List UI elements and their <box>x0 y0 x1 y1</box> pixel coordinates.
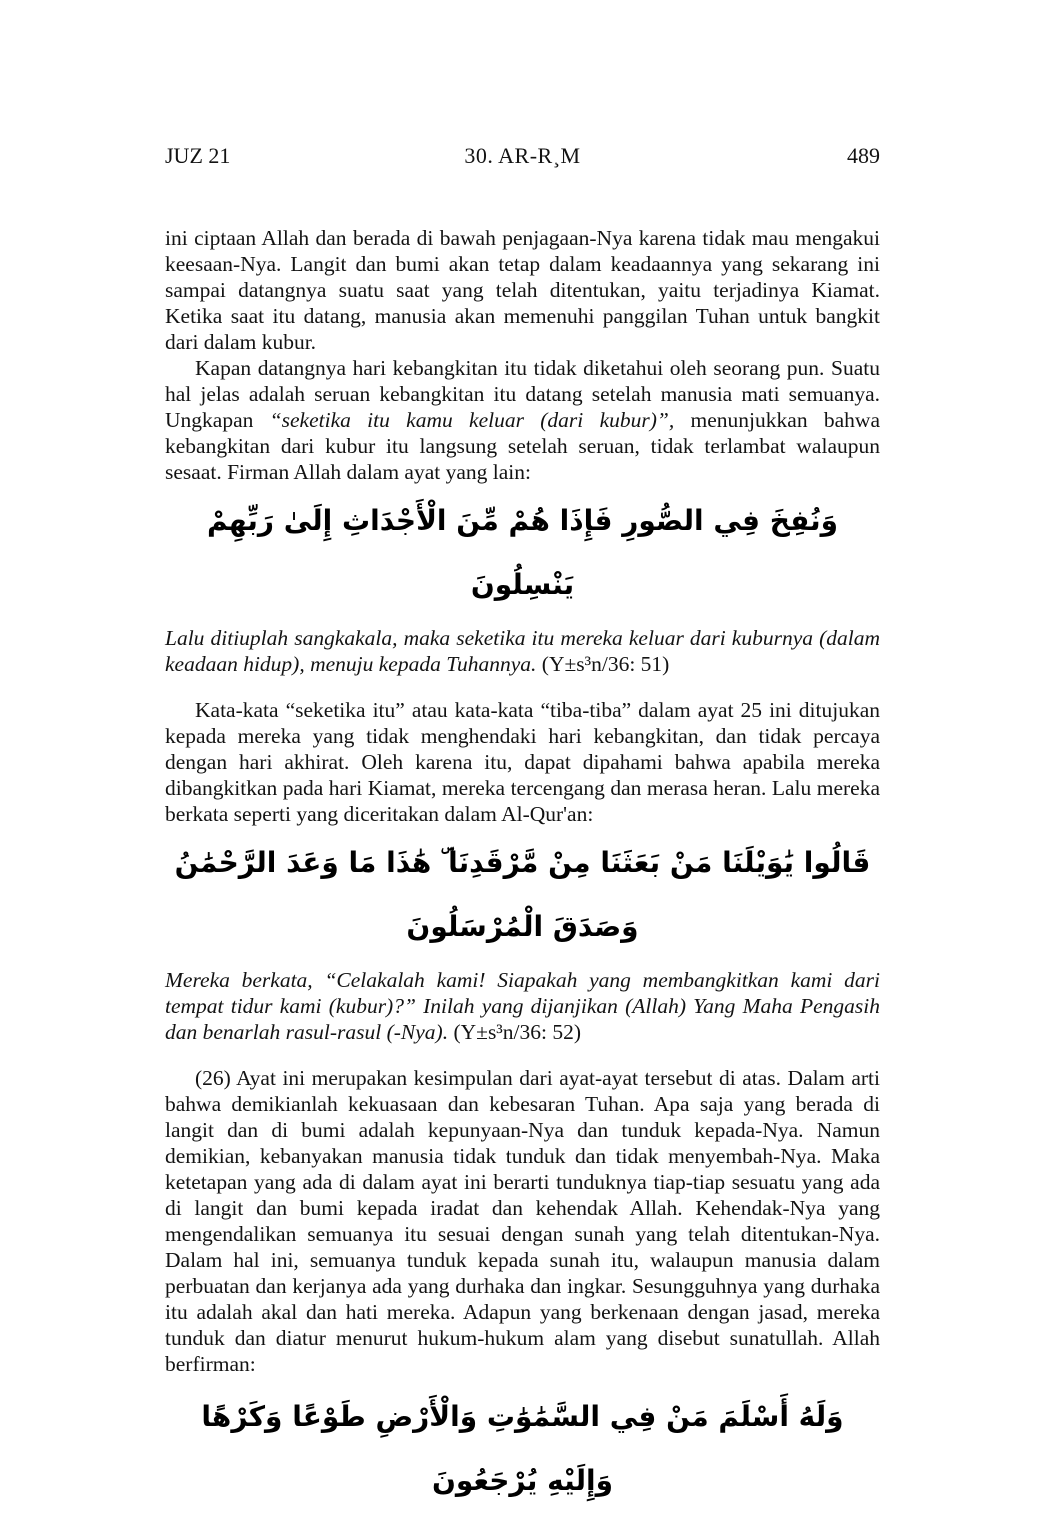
translation-1-text: Lalu ditiuplah sangkakala, maka seketika itu mereka keluar dari kuburnya (dalam keadaan hidup), menuju kepada Tuhannya. <box>165 626 880 676</box>
arabic-verse-ali-imran-83: وَلَهُ أَسْلَمَ مَنْ فِي السَّمَٰوَٰتِ وَالْأَرْضِ طَوْعًا وَكَرْهًا وَإِلَيْهِ يُرْجَعُونَ <box>201 1400 844 1497</box>
translation-2-citation: (Y±s³n/36: 52) <box>448 1020 581 1044</box>
paragraph-continuation: ini ciptaan Allah dan berada di bawah penjagaan-Nya karena tidak mau mengakui keesaan-Nya. Langit dan bumi akan tetap dalam keadaannya yang sekarang ini sampai datangnya suatu saat yang telah ditentukan, yaitu terjadinya Kiamat. Ketika saat itu datang, manusia akan memenuhi panggilan Tuhan untuk bangkit dari dalam kubur. <box>165 226 880 354</box>
paragraph-kata-kata: Kata-kata “seketika itu” atau kata-kata “tiba-tiba” dalam ayat 25 ini ditujukan kepada mereka yang tidak menghendaki hari kebangkitan, dan tidak percaya dengan hari akhirat. Oleh karena itu, dapat dipahami bahwa apabila mereka dibangkitkan pada hari Kiamat, mereka tercengang dan merasa heran. Lalu mereka berkata seperti yang diceritakan dalam Al-Qur'an: <box>165 698 880 826</box>
arabic-verse-yasin-52: قَالُوا يَٰوَيْلَنَا مَنْ بَعَثَنَا مِنْ مَّرْقَدِنَا ۜ هَٰذَا مَا وَعَدَ الرَّحْمَٰنُ وَصَدَقَ الْمُرْسَلُونَ <box>174 846 871 943</box>
body-text <box>165 225 880 1513</box>
translation-yasin-51 <box>165 625 880 677</box>
juz-label: JUZ 21 <box>165 143 231 168</box>
translation-2-text: Mereka berkata, “Celakalah kami! Siapakah yang membangkitkan kami dari tempat tidur kami (kubur)?” Inilah yang dijanjikan (Allah) Yang Maha Pengasih dan benarlah rasul-rasul (-Nya). <box>165 968 880 1044</box>
surah-title: 30. AR-R¸M <box>464 143 581 168</box>
translation-1-citation: (Y±s³n/36: 51) <box>536 652 670 676</box>
paragraph-kapan-datangnya <box>165 355 880 485</box>
page-number: 489 <box>847 143 880 168</box>
paragraph-2-quote: “seketika itu kamu keluar (dari kubur)”, <box>269 408 675 432</box>
translation-yasin-52 <box>165 967 880 1045</box>
page-header <box>165 143 880 169</box>
paragraph-2-text-end: menunjukkan bahwa kebangkitan dari kubur itu langsung setelah seruan, tidak terlambat walaupun sesaat. Firman Allah dalam ayat yang lain: <box>165 408 880 484</box>
paragraph-2-text: Kapan datangnya hari kebangkitan itu tidak diketahui oleh seorang pun. Suatu hal jelas adalah seruan kebangkitan itu datang setelah manusia mati semuanya. Ungkapan <box>165 356 880 432</box>
arabic-verse-yasin-51: وَنُفِخَ فِي الصُّورِ فَإِذَا هُمْ مِّنَ الْأَجْدَاثِ إِلَىٰ رَبِّهِمْ يَنْسِلُونَ <box>206 504 839 601</box>
paragraph-ayat-26: (26) Ayat ini merupakan kesimpulan dari ayat-ayat tersebut di atas. Dalam arti bahwa demikianlah kekuasaan dan kebesaran Tuhan. Apa saja yang berada di langit dan di bumi adalah kepunyaan-Nya dan tunduk kepada-Nya. Namun demikian, kebanyakan manusia tidak tunduk dan tidak menyembah-Nya. Maka ketetapan yang ada di dalam ayat ini berarti tunduknya tiap-tiap sesuatu yang ada di langit dan bumi kepada iradat dan kehendak Allah. Kehendak-Nya yang mengendalikan semuanya itu sesuai dengan sunah yang telah ditentukan-Nya. Dalam hal ini, semuanya tunduk kepada sunah itu, walaupun manusia dalam perbuatan dan kerjanya ada yang durhaka dan ingkar. Sesungguhnya yang durhaka itu adalah akal dan hati mereka. Adapun yang berkenaan dengan jasad, mereka tunduk dan diatur menurut hukum-hukum alam yang disebut sunatullah. Allah berfirman: <box>165 1066 880 1376</box>
